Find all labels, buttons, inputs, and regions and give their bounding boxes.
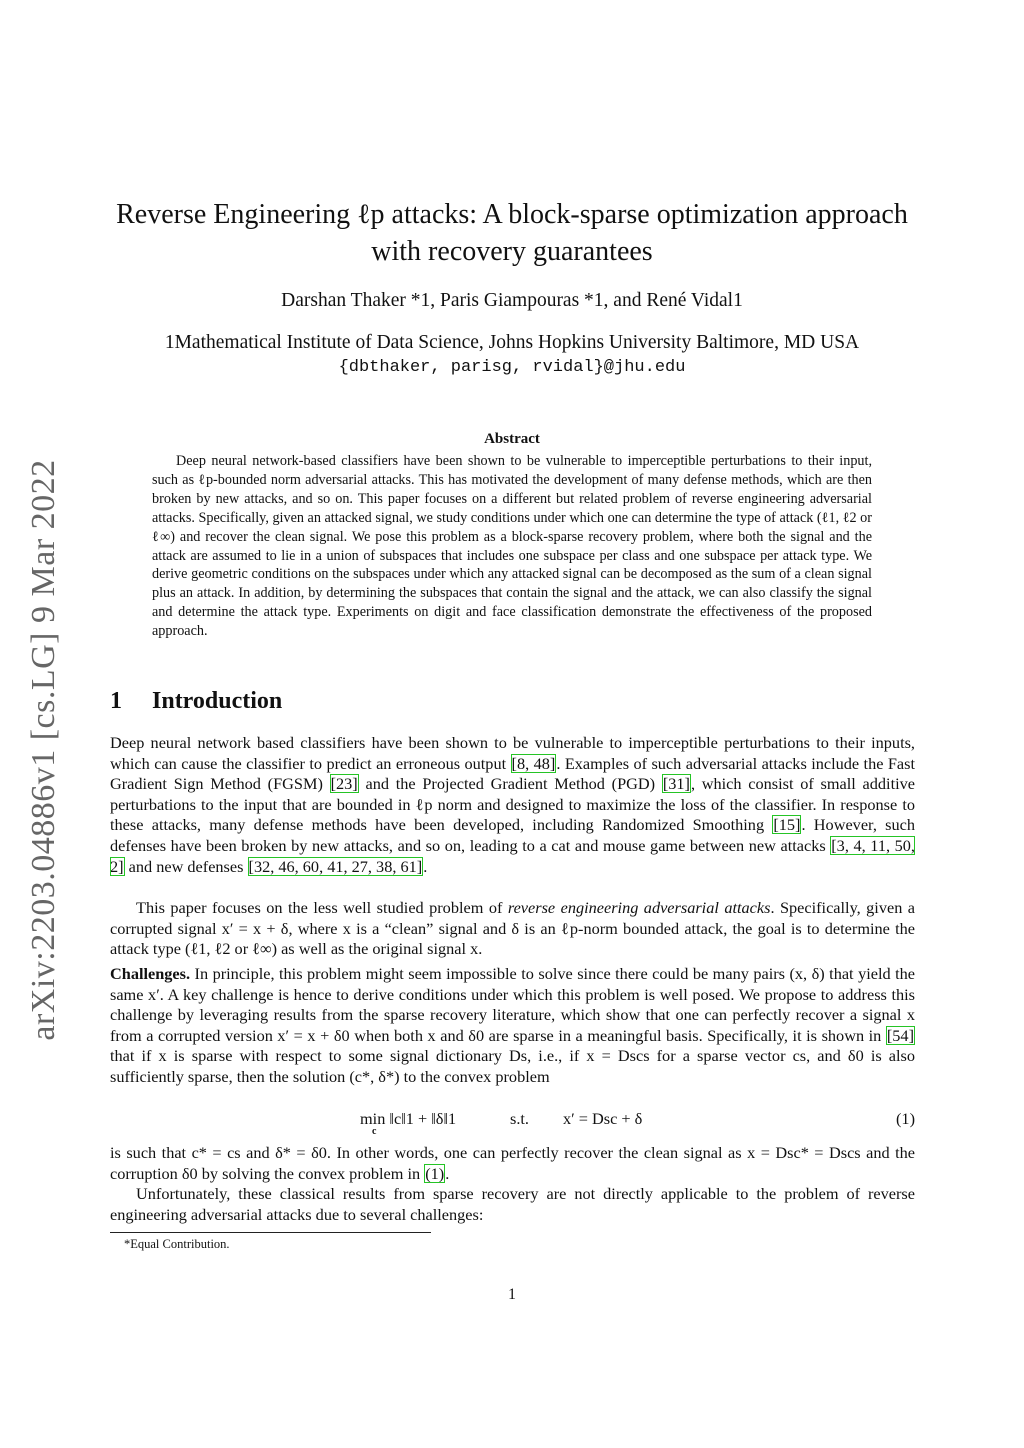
citation-link[interactable]: [15] bbox=[773, 815, 801, 835]
intro-paragraph-1: Deep neural network based classifiers have been shown to be vulnerable to imperceptible perturbations to their inputs, which can cause the classifier to predict an erroneous output [8, 48]. Examples of such adversarial attacks include the Fast Gradient Sign Method (FGSM) [23] and the Projected Gradient Method (PGD) [31], which consist of small additive perturbations to the input that are bounded in ℓp norm and designed to maximize the loss of the classifier. In response to these attacks, many defense methods have been developed, including Randomized Smoothing [15]. However, such defenses have been broken by new attacks, and so on, leading to a cat and mouse game between new attacks [3, 4, 11, 50, 2] and new defenses [32, 46, 60, 41, 27, 38, 61]. bbox=[110, 733, 916, 876]
section-heading bbox=[110, 688, 282, 715]
intro-paragraph-5: Unfortunately, these classical results from sparse recovery are not directly applicable to the problem of reverse engineering adversarial attacks due to several challenges: bbox=[110, 1184, 915, 1224]
arxiv-identifier bbox=[14, 455, 74, 1045]
section-title: Introduction bbox=[152, 688, 283, 714]
equation-objective: min ‖c‖1 + ‖δ‖1 bbox=[360, 1109, 457, 1128]
challenges-paragraph: Challenges. In principle, this problem might seem impossible to solve since there could be many pairs (x, δ) that yield the same x′. A key challenge is hence to derive conditions under which this problem is well posed. We propose to address this challenge by leveraging results from the sparse recovery literature, which show that one can perfectly recover a signal x from a corrupted version x′ = x + δ0 when both x and δ0 are sparse in a meaningful basis. Specifically, it is shown in [54] that if x is sparse with respect to some signal dictionary Ds, i.e., if x = Dscs for a sparse vector cs, and δ0 is also sufficiently sparse, then the solution (c*, δ*) to the convex problem bbox=[110, 964, 915, 1086]
author-list: Darshan Thaker *1, Paris Giampouras *1, and René Vidal1 bbox=[281, 290, 743, 311]
equation-such-that: s.t. bbox=[510, 1109, 530, 1128]
intro-paragraph-4: is such that c* = cs and δ* = δ0. In other words, one can perfectly recover the clean signal as x = Dsc* = Dscs and the corruption δ0 by solving the convex problem in (1). bbox=[110, 1143, 915, 1183]
footnote: *Equal Contribution. bbox=[124, 1237, 230, 1251]
paper-title: Reverse Engineering ℓp attacks: A block-sparse optimization approach with recovery guarantees bbox=[116, 199, 908, 267]
abstract-heading: Abstract bbox=[484, 431, 540, 447]
equation-number: (1) bbox=[896, 1109, 915, 1128]
author-emails: {dbthaker, parisg, rvidal}@jhu.edu bbox=[338, 358, 686, 377]
citation-link[interactable]: [54] bbox=[886, 1025, 914, 1045]
page-number: 1 bbox=[508, 1286, 516, 1303]
challenges-lead: Challenges. bbox=[110, 964, 191, 983]
affiliation: 1Mathematical Institute of Data Science, Johns Hopkins University Baltimore, MD USA bbox=[164, 332, 860, 353]
equation-min-subscript: c bbox=[372, 1126, 377, 1137]
abstract-text: Deep neural network-based classifiers have been shown to be vulnerable to imperceptible perturbations to their input, such as ℓp-bounded norm adversarial attacks. This has motivated the development of many defense methods, which are then broken by new attacks, and so on. This paper focuses on a different but related problem of reverse engineering adversarial attacks. Specifically, given an attacked signal, we study conditions under which one can determine the type of attack (ℓ1, ℓ2 or ℓ∞) and recover the clean signal. We pose this problem as a block-sparse recovery problem, where both the signal and the attack are assumed to lie in a union of subspaces that includes one subspace per class and one subspace per attack type. We derive geometric conditions on the subspaces under which any attacked signal can be decomposed as the sum of a clean signal plus an attack. In addition, by determining the subspaces that contain the signal and the attack, we can also classify the signal and determine the attack type. Experiments on digit and face classification demonstrate the effectiveness of the proposed approach. bbox=[152, 453, 872, 640]
citation-link[interactable]: [31] bbox=[662, 774, 690, 794]
equation-constraint: x′ = Dsc + δ bbox=[563, 1109, 643, 1128]
arxiv-identifier-text: arXiv:2203.04886v1 [cs.LG] 9 Mar 2022 bbox=[25, 459, 62, 1041]
citation-link[interactable]: [32, 46, 60, 41, 27, 38, 61] bbox=[248, 856, 423, 876]
section-number: 1 bbox=[110, 688, 122, 714]
footnote-rule bbox=[110, 1232, 431, 1233]
citation-link[interactable]: [8, 48] bbox=[511, 753, 556, 773]
citation-link[interactable]: [23] bbox=[330, 774, 358, 794]
equation-1 bbox=[110, 1107, 915, 1141]
equation-reference-link[interactable]: (1) bbox=[425, 1163, 445, 1183]
citation-link[interactable]: [3, 4, 11, 50, 2] bbox=[110, 835, 915, 876]
intro-paragraph-2: This paper focuses on the less well studied problem of reverse engineering adversarial attacks. Specifically, given a corrupted signal x′ = x + δ, where x is a “clean” signal and δ is an ℓp-norm bounded attack, the goal is to determine the attack type (ℓ1, ℓ2 or ℓ∞) as well as the original signal x. bbox=[110, 898, 916, 959]
